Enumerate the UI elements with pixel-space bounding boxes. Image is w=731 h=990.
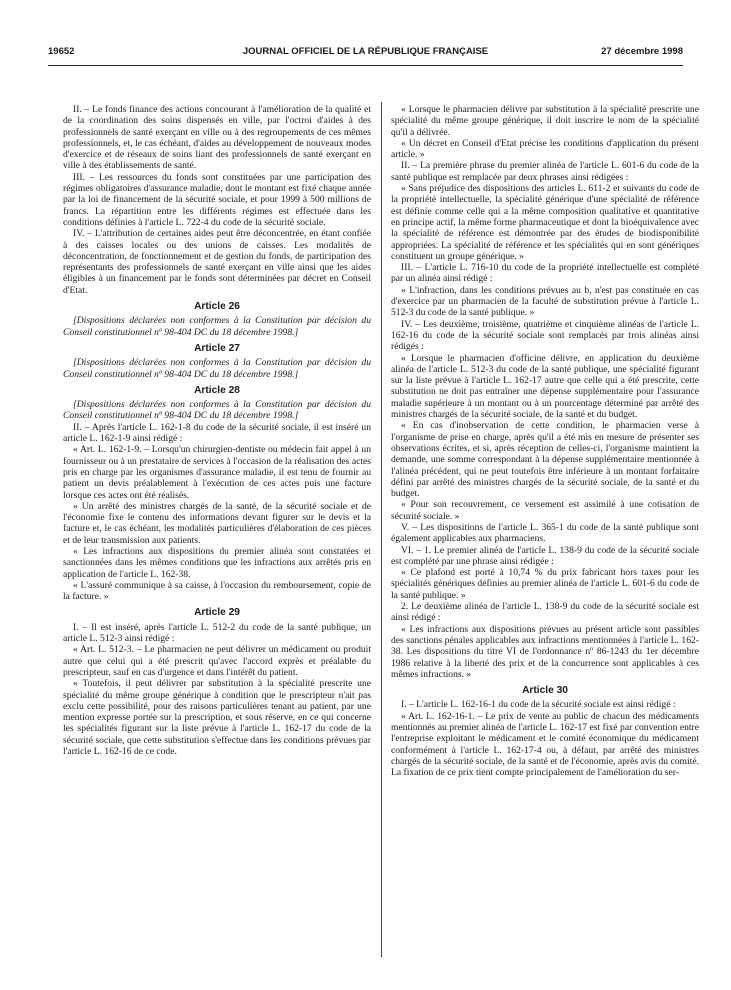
right-column <box>391 104 699 954</box>
decision-note: [Dispositions déclarées non conformes à la Constitution par décision du Conseil constitutionnel nº 98-404 DC du 18 décembre 1998.] <box>63 357 371 380</box>
publication-date: 27 décembre 1998 <box>601 46 683 57</box>
paragraph: « Art. L. 162-16-1. – Le prix de vente au public de chacun des médicaments mentionnés au premier alinéa de l'article L. 162-17 est fixé par convention entre l'entreprise exploitant le médicament et le comité économique du médicament conformément à l'article L. 162-17-4 ou, à défaut, par arrêté des ministres chargés de la sécurité sociale, de la santé et de l'économie, après avis du comité. La fixation de ce prix tient compte principalement de l'amélioration du ser- <box>391 710 699 779</box>
decision-note: [Dispositions déclarées non conformes à la Constitution par décision du Conseil constitutionnel nº 98-404 DC du 18 décembre 1998.] <box>63 399 371 422</box>
journal-title: JOURNAL OFFICIEL DE LA RÉPUBLIQUE FRANÇAISE <box>242 46 489 57</box>
header-rule <box>48 65 683 66</box>
paragraph: « Un décret en Conseil d'Etat précise les conditions d'application du présent article. » <box>391 137 699 161</box>
paragraph: VI. – 1. Le premier alinéa de l'article L. 138-9 du code de la sécurité sociale est complété par une phrase ainsi rédigée : <box>391 544 699 567</box>
paragraph: « Art. L. 162-1-9. – Lorsqu'un chirurgien-dentiste ou médecin fait appel à un fournisseur ou à un prestataire de services à l'occasion de la réalisation des actes pris en charge par les organismes d'assurance maladie, il est tenu de fournir au patient un devis préalablement à l'exécution de ces actes puis une facture lorsque ces actes ont été réalisés. <box>63 444 371 501</box>
paragraph: V. – Les dispositions de l'article L. 365-1 du code de la santé publique sont également applicables aux pharmaciens. <box>391 521 699 545</box>
paragraph: IV. – L'attribution de certaines aides peut être déconcentrée, en étant confiée à des caisses locales ou des unions de caisses. Les modalités de déconcentration, de fonctionnement et de gestion du fonds, de participation des représentants des professionnels de santé exerçant en ville ainsi que les aides éligibles à un financement par le fonds sont déterminées par décret en Conseil d'Etat. <box>63 228 371 296</box>
article-heading: Article 27 <box>194 342 240 354</box>
paragraph: 2. Le deuxième alinéa de l'article L. 138-9 du code de la sécurité sociale est ainsi rédigé : <box>391 601 699 624</box>
page-header <box>48 46 683 62</box>
decision-note: [Dispositions déclarées non conformes à la Constitution par décision du Conseil constitutionnel nº 98-404 DC du 18 décembre 1998.] <box>63 315 371 338</box>
paragraph: « Pour son recouvrement, ce versement est assimilé à une cotisation de sécurité sociale. » <box>391 499 699 522</box>
paragraph: « Sans préjudice des dispositions des articles L. 611-2 et suivants du code de la propriété intellectuelle, la spécialité générique d'une spécialité de référence est définie comme celle qui a la même composition qualitative et quantitative en principe actif, la même forme pharmaceutique et dont la bioéquivalence avec la spécialité de référence est démontrée par des études de biodisponibilité appropriées. La spécialité de référence et les spécialités qui en sont génériques constituent un groupe générique. » <box>391 183 699 262</box>
article-heading: Article 29 <box>194 607 240 619</box>
paragraph: III. – Les ressources du fonds sont constituées par une participation des régimes obligatoires d'assurance maladie, dont le montant est fixé chaque année par la loi de financement de la sécurité sociale, et pour 1999 à 500 millions de francs. La répartition entre les différents régimes est effectuée dans les conditions définies à l'article L. 722-4 du code de la sécurité sociale. <box>63 171 371 228</box>
paragraph: « L'assuré communique à sa caisse, à l'occasion du remboursement, copie de la facture. » <box>63 579 371 603</box>
paragraph: « Ce plafond est porté à 10,74 % du prix fabricant hors taxes pour les spécialités génériques définies au premier alinéa de l'article L. 601-6 du code de la santé publique. » <box>391 567 699 601</box>
column-divider <box>381 102 382 957</box>
paragraph: « Lorsque le pharmacien d'officine délivre, en application du deuxième alinéa de l'article L. 512-3 du code de la santé publique, une spécialité figurant sur la liste prévue à l'article L. 162-17 autre que celle qui a été prescrite, cette substitution ne doit pas entraîner une dépense supplémentaire pour l'assurance maladie supérieure à un montant ou à un pourcentage déterminé par arrêté des ministres chargés de la sécurité sociale, de la santé et du budget. <box>391 352 699 421</box>
paragraph: « Les infractions aux dispositions du premier alinéa sont constatées et sanctionnées dans les mêmes conditions que les infractions aux arrêtés pris en application de l'article L. 162-38. <box>63 545 371 580</box>
paragraph: II. – Après l'article L. 162-1-8 du code de la sécurité sociale, il est inséré un article L. 162-1-9 ainsi rédigé : <box>63 421 371 445</box>
paragraph: « Un arrêté des ministres chargés de la santé, de la sécurité sociale et de l'économie fixe le contenu des informations devant figurer sur le devis et la facture et, le cas échéant, les modalités particulières d'élaboration de ces pièces et de leur transmission aux patients. <box>63 500 371 546</box>
paragraph: II. – Le fonds finance des actions concourant à l'amélioration de la qualité et de la coordination des soins dispensés en ville, par l'octroi d'aides à des professionnels de santé exerçant en ville ou à des regroupements de ces mêmes professionnels, et, le cas échéant, d'aides au développement de nouveaux modes d'exercice et de réseaux de soins liant des professionnels de santé exerçant en ville à des établissements de santé. <box>63 104 371 172</box>
article-heading: Article 28 <box>194 384 240 396</box>
paragraph: « Les infractions aux dispositions prévues au présent article sont passibles des sanctions pénales applicables aux infractions mentionnées à l'article L. 162-38. Les dispositions du titre VI de l'ordonnance nº 86-1243 du 1er décembre 1986 relative à la liberté des prix et de la concurrence sont applicables à ces mêmes infractions. » <box>391 623 699 680</box>
paragraph: « L'infraction, dans les conditions prévues au b, n'est pas constituée en cas d'exercice par un pharmacien de la faculté de substitution prévue à l'article L. 512-3 du code de la santé publique. » <box>391 284 699 319</box>
paragraph: « Lorsque le pharmacien délivre par substitution à la spécialité prescrite une spécialité du même groupe générique, il doit inscrire le nom de la spécialité qu'il a délivrée. <box>391 104 699 138</box>
paragraph: « Art. L. 512-3. – Le pharmacien ne peut délivrer un médicament ou produit autre que celui qui a été prescrit qu'avec l'accord exprès et préalable du prescripteur, sauf en cas d'urgence et dans l'intérêt du patient. <box>63 644 371 678</box>
paragraph: I. – Il est inséré, après l'article L. 512-2 du code de la santé publique, un article L. 512-3 ainsi rédigé : <box>63 621 371 645</box>
page-number: 19652 <box>48 46 75 57</box>
paragraph: II. – La première phrase du premier alinéa de l'article L. 601-6 du code de la santé publique est remplacée par deux phrases ainsi rédigées : <box>391 160 699 183</box>
paragraph: I. – L'article L. 162-16-1 du code de la sécurité sociale est ainsi rédigé : <box>401 699 676 711</box>
article-heading: Article 30 <box>522 685 568 697</box>
left-column <box>63 104 371 954</box>
paragraph: « Toutefois, il peut délivrer par substitution à la spécialité prescrite une spécialité du même groupe générique à condition que le prescripteur n'ait pas exclu cette possibilité, pour des raisons particulières tenant au patient, par une mention expresse portée sur la prescription, et sous réserve, en ce qui concerne les spécialités figurant sur la liste prévue à l'article L. 162-17 du code de la sécurité sociale, que cette substitution s'effectue dans les conditions prévues par l'article L. 162-16 de ce code. <box>63 678 371 758</box>
paragraph: IV. – Les deuxième, troisième, quatrième et cinquième alinéas de l'article L. 162-16 du code de la sécurité sociale sont remplacés par trois alinéas ainsi rédigés : <box>391 318 699 353</box>
paragraph: « En cas d'inobservation de cette condition, le pharmacien verse à l'organisme de prise en charge, après qu'il a été mis en mesure de présenter ses observations écrites, et si, après réception de celles-ci, l'organisme maintient la demande, une somme correspondant à la dépense supplémentaire mentionnée à l'alinéa précédent, qui ne peut toutefois être inférieure à un montant forfaitaire défini par arrêté des ministres chargés de la sécurité sociale, de la santé et du budget. <box>391 420 699 500</box>
article-heading: Article 26 <box>194 301 240 313</box>
paragraph: III. – L'article L. 716-10 du code de la propriété intellectuelle est complété par un alinéa ainsi rédigé : <box>391 262 699 285</box>
